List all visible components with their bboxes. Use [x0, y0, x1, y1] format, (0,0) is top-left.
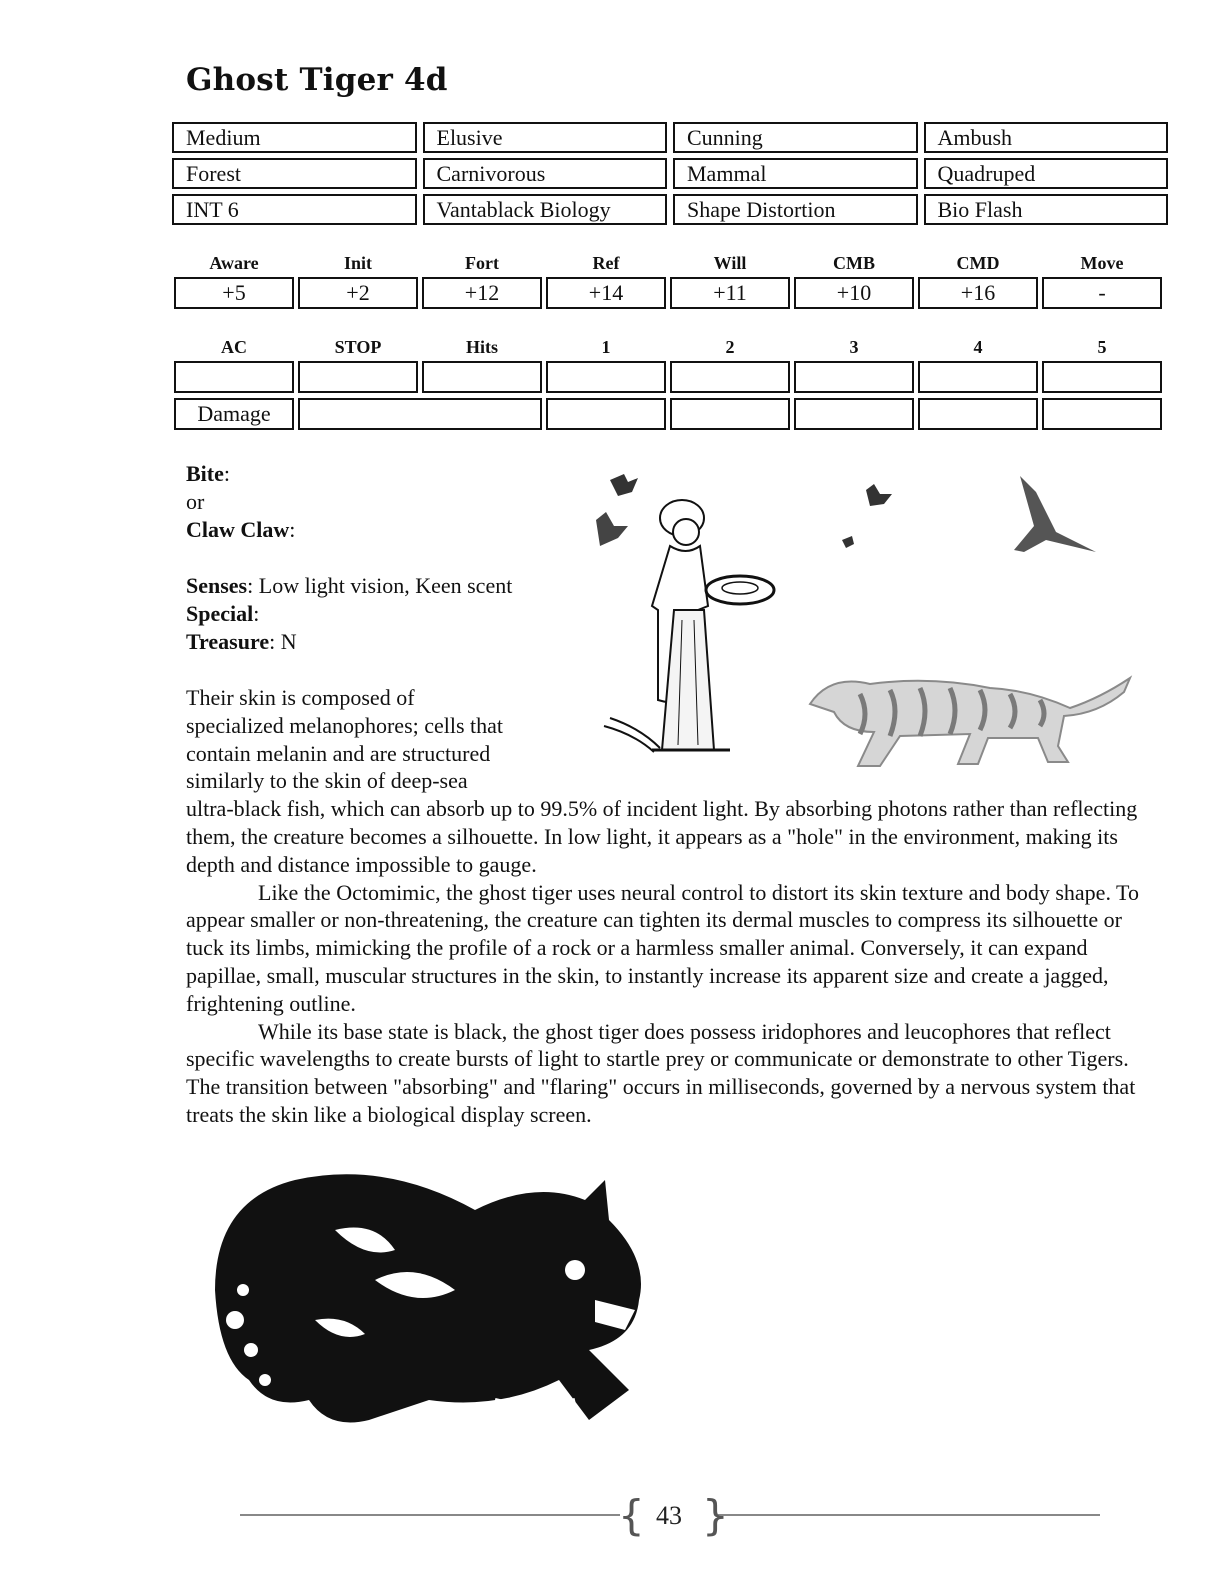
stat-header-stop: STOP [334, 337, 382, 357]
birds-illustration [830, 470, 1120, 580]
trait-cell: Vantablack Biology [423, 194, 668, 225]
defense-headers [174, 333, 1166, 361]
trait-row [172, 122, 1168, 153]
or-line: or [186, 489, 205, 514]
trait-cell: Forest [172, 158, 417, 189]
stat-block-primary [174, 249, 1166, 314]
stat-header-init: Init [343, 253, 372, 273]
trait-cell: Quadruped [924, 158, 1169, 189]
special-line: Special: [186, 601, 260, 626]
trait-cell: Elusive [423, 122, 668, 153]
ghost-tiger-illustration [195, 1170, 705, 1460]
stat-header-cmd: CMD [956, 253, 1000, 273]
description-para-1-start [186, 684, 558, 795]
stat-header-5: 5 [1097, 337, 1107, 357]
stat-header-3: 3 [849, 337, 859, 357]
stat-value-cmb: +10 [794, 277, 914, 309]
stat-header-aware: Aware [209, 253, 259, 273]
trait-grid [172, 122, 1168, 230]
footer-rule-left [240, 1514, 620, 1516]
special-label: Special [186, 601, 254, 626]
damage-track-5[interactable] [1042, 398, 1162, 430]
page-title: Ghost Tiger 4d [186, 62, 448, 98]
stat-block-defense [174, 333, 1166, 435]
damage-field[interactable] [298, 398, 542, 430]
stat-header-ac: AC [221, 337, 247, 357]
senses-line: Senses: Low light vision, Keen scent [186, 573, 513, 598]
stat-value-fort: +12 [422, 277, 542, 309]
trait-cell: Carnivorous [423, 158, 668, 189]
footer-brace-right-icon: } [702, 1491, 729, 1540]
stat-header-4: 4 [973, 337, 983, 357]
stat-values [174, 277, 1166, 309]
stat-header-will: Will [713, 253, 747, 273]
stat-value-will: +11 [670, 277, 790, 309]
desc-line: specialized melanophores; cells that [186, 712, 504, 738]
senses-value: Low light vision, Keen scent [258, 573, 513, 598]
stat-header-2: 2 [725, 337, 735, 357]
damage-track-4[interactable] [918, 398, 1038, 430]
footer-brace-left-icon: { [618, 1491, 645, 1540]
stat-value-cmd: +16 [918, 277, 1038, 309]
desc-line: Their skin is composed of [186, 685, 415, 710]
desc-line: similarly to the skin of deep-sea [186, 768, 468, 794]
trait-cell: INT 6 [172, 194, 417, 225]
defense-values [174, 361, 1166, 393]
description-para-1-rest: ultra-black fish, which can absorb up to 99.5% of incident light. By absorbing photons rather than reflecting them, the creature becomes a silhouette. In low light, it appears as a "hole" in the environment, making its depth and distance impossible to gauge. [186, 796, 1138, 877]
claw-line: Claw Claw: [186, 517, 296, 542]
damage-track-3[interactable] [794, 398, 914, 430]
description-text [186, 684, 1161, 1129]
attack-section [186, 460, 586, 656]
page-number: 43 [656, 1501, 682, 1530]
footer-rule-right [718, 1514, 1100, 1516]
stat-headers [174, 249, 1166, 277]
damage-track-2[interactable] [670, 398, 790, 430]
stop-field[interactable] [298, 361, 418, 393]
trait-cell: Cunning [673, 122, 918, 153]
stat-header-hits: Hits [465, 337, 498, 357]
bite-label: Bite [186, 461, 224, 486]
stat-value-ref: +14 [546, 277, 666, 309]
stat-header-ref: Ref [592, 253, 620, 273]
stat-value-move: - [1042, 277, 1162, 309]
bite-line: Bite: [186, 461, 231, 486]
damage-row [174, 398, 1166, 430]
description-para-3: While its base state is black, the ghost tiger does possess iridophores and leucophores that reflect specific wavelengths to create bursts of light to startle prey or communicate or demonstrate to other Tigers. The transition between "absorbing" and "flaring" occurs in milliseconds, governed by a nervous system that treats the skin like a biological display screen. [186, 1018, 1136, 1127]
description-para-2: Like the Octomimic, the ghost tiger uses neural control to distort its skin texture and body shape. To appear smaller or non-threatening, the creature can tighten its dermal muscles to compress its silhouette or tuck its limbs, mimicking the profile of a rock or a harmless smaller animal. Conversely, it can expand papillae, small, muscular structures in the skin, to instantly increase its apparent size and create a jagged, frightening outline. [186, 879, 1139, 1016]
stat-header-cmb: CMB [833, 253, 875, 273]
hits-field[interactable] [422, 361, 542, 393]
stat-value-init: +2 [298, 277, 418, 309]
claw-label: Claw Claw [186, 517, 290, 542]
trait-row [172, 158, 1168, 189]
trait-cell: Shape Distortion [673, 194, 918, 225]
senses-label: Senses [186, 573, 248, 598]
hit-track-5[interactable] [1042, 361, 1162, 393]
treasure-value: N [280, 629, 297, 654]
treasure-line: Treasure: N [186, 629, 297, 654]
hit-track-3[interactable] [794, 361, 914, 393]
hit-track-2[interactable] [670, 361, 790, 393]
trait-cell: Mammal [673, 158, 918, 189]
damage-label: Damage [174, 398, 294, 430]
stat-header-fort: Fort [465, 253, 499, 273]
trait-cell: Medium [172, 122, 417, 153]
hit-track-1[interactable] [546, 361, 666, 393]
stat-header-move: Move [1080, 253, 1124, 273]
trait-row [172, 194, 1168, 225]
ac-field[interactable] [174, 361, 294, 393]
desc-line: contain melanin and are structured [186, 740, 491, 766]
stat-value-aware: +5 [174, 277, 294, 309]
hit-track-4[interactable] [918, 361, 1038, 393]
damage-track-1[interactable] [546, 398, 666, 430]
trait-cell: Bio Flash [924, 194, 1169, 225]
treasure-label: Treasure [186, 629, 270, 654]
trait-cell: Ambush [924, 122, 1169, 153]
stat-header-1: 1 [601, 337, 611, 357]
